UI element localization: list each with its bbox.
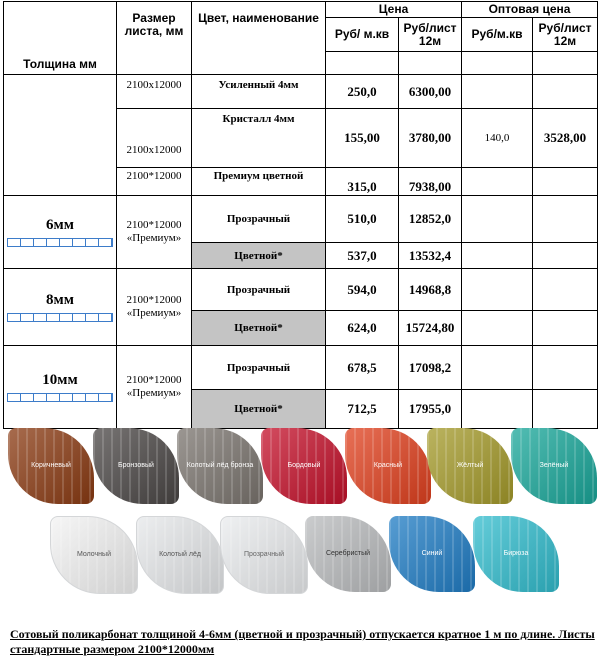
- thickness-cell: [4, 269, 117, 346]
- price-m2: 155,00: [326, 109, 399, 168]
- swatch-label: Колотый лёд бронза: [186, 462, 254, 469]
- header-spacer: [533, 52, 598, 75]
- swatch-label: Красный: [373, 462, 403, 469]
- sheet-profile-icon: [7, 238, 113, 247]
- header-wholesale: Оптовая цена: [462, 2, 598, 18]
- thickness-label: 6мм: [46, 217, 74, 233]
- price-m2: 315,0: [326, 168, 399, 196]
- wholesale-empty: [462, 243, 533, 269]
- sheet-size: 2100*12000 «Премиум»: [117, 269, 192, 346]
- wholesale-m2: 140,0: [462, 109, 533, 168]
- sheet-size: 2100х12000: [117, 75, 192, 109]
- header-price: Цена: [326, 2, 462, 18]
- swatch-label: Прозрачный: [243, 551, 285, 558]
- wholesale-empty: [533, 75, 598, 109]
- wholesale-empty: [533, 243, 598, 269]
- wholesale-empty: [533, 311, 598, 346]
- wholesale-empty: [462, 168, 533, 196]
- header-rub-sheet-wholesale: Руб/лист 12м: [533, 18, 598, 52]
- wholesale-empty: [462, 196, 533, 243]
- sheet-size: 2100*12000 «Премиум»: [117, 196, 192, 269]
- price-sheet: 13532,4: [399, 243, 462, 269]
- color-swatch: [220, 516, 308, 594]
- wholesale-empty: [462, 390, 533, 429]
- color-name: Цветной*: [192, 390, 326, 429]
- color-name: Цветной*: [192, 243, 326, 269]
- color-swatch: [345, 428, 431, 504]
- sheet-size: 2100*12000 «Премиум»: [117, 346, 192, 429]
- color-name: Кристалл 4мм: [192, 109, 326, 168]
- thickness-label: 10мм: [42, 372, 78, 388]
- wholesale-empty: [462, 311, 533, 346]
- price-sheet: 7938,00: [399, 168, 462, 196]
- price-m2: 594,0: [326, 269, 399, 311]
- thickness-cell: [4, 346, 117, 429]
- color-swatch: [136, 516, 224, 594]
- color-name: Прозрачный: [192, 346, 326, 390]
- color-swatch: [473, 516, 559, 592]
- color-swatch: [427, 428, 513, 504]
- header-color-name: Цвет, наименование: [192, 2, 326, 75]
- wholesale-empty: [533, 390, 598, 429]
- wholesale-empty: [462, 269, 533, 311]
- swatch-label: Колотый лёд: [159, 551, 201, 558]
- wholesale-empty: [533, 346, 598, 390]
- color-swatch: [50, 516, 138, 594]
- table-row: [4, 346, 598, 390]
- price-sheet: 12852,0: [399, 196, 462, 243]
- price-m2: 510,0: [326, 196, 399, 243]
- header-rub-m2: Руб/ м.кв: [326, 18, 399, 52]
- table-row: [4, 75, 598, 109]
- price-m2: 678,5: [326, 346, 399, 390]
- swatch-label: Синий: [421, 550, 443, 557]
- sheet-size: 2100х12000: [117, 109, 192, 168]
- footnote: Сотовый поликарбонат толщиной 4-6мм (цветной и прозрачный) отпускается кратное 1 м по длине. Листы стандартные размером 2100*12000мм: [10, 627, 595, 656]
- header-spacer: [326, 52, 399, 75]
- swatch-label: Бордовый: [287, 462, 321, 469]
- color-swatch: [389, 516, 475, 592]
- thickness-label: 8мм: [46, 292, 74, 308]
- price-m2: 624,0: [326, 311, 399, 346]
- thickness-cell-empty: [4, 75, 117, 196]
- header-rub-sheet: Руб/лист 12м: [399, 18, 462, 52]
- color-name: Цветной*: [192, 311, 326, 346]
- price-sheet: 17955,0: [399, 390, 462, 429]
- color-name: Премиум цветной: [192, 168, 326, 196]
- sheet-profile-icon: [7, 313, 113, 322]
- price-sheet: 14968,8: [399, 269, 462, 311]
- swatch-label: Молочный: [76, 551, 111, 558]
- wholesale-empty: [533, 269, 598, 311]
- swatch-label: Жёлтый: [456, 462, 484, 469]
- swatch-label: Коричневый: [31, 462, 71, 469]
- wholesale-sheet: 3528,00: [533, 109, 598, 168]
- sheet-profile-icon: [7, 393, 113, 402]
- color-swatch: [511, 428, 597, 504]
- swatch-label: Бронзовый: [118, 462, 154, 469]
- color-swatch: [305, 516, 391, 592]
- swatch-label: Серебристый: [325, 550, 371, 557]
- price-table: [3, 1, 598, 429]
- header-sheet-size: Размер листа, мм: [117, 2, 192, 75]
- swatch-label: Зелёный: [539, 462, 569, 469]
- price-sheet: 17098,2: [399, 346, 462, 390]
- wholesale-empty: [462, 346, 533, 390]
- color-name: Усиленный 4мм: [192, 75, 326, 109]
- price-sheet: 15724,80: [399, 311, 462, 346]
- price-sheet: 6300,00: [399, 75, 462, 109]
- table-row: [4, 269, 598, 311]
- price-m2: 250,0: [326, 75, 399, 109]
- price-m2: 712,5: [326, 390, 399, 429]
- table-row: [4, 196, 598, 243]
- wholesale-empty: [533, 196, 598, 243]
- color-name: Прозрачный: [192, 196, 326, 243]
- header-rub-m2-wholesale: Руб/м.кв: [462, 18, 533, 52]
- color-name: Прозрачный: [192, 269, 326, 311]
- price-sheet: 3780,00: [399, 109, 462, 168]
- price-m2: 537,0: [326, 243, 399, 269]
- color-swatch: [93, 428, 179, 504]
- color-swatch: [8, 428, 94, 504]
- color-swatch: [261, 428, 347, 504]
- wholesale-empty: [462, 75, 533, 109]
- color-swatch: [177, 428, 263, 504]
- sheet-size: 2100*12000: [117, 168, 192, 196]
- thickness-cell: [4, 196, 117, 269]
- header-spacer: [399, 52, 462, 75]
- header-spacer: [462, 52, 533, 75]
- wholesale-empty: [533, 168, 598, 196]
- swatch-label: Бирюза: [503, 550, 529, 557]
- header-thickness: Толщина мм: [4, 2, 117, 75]
